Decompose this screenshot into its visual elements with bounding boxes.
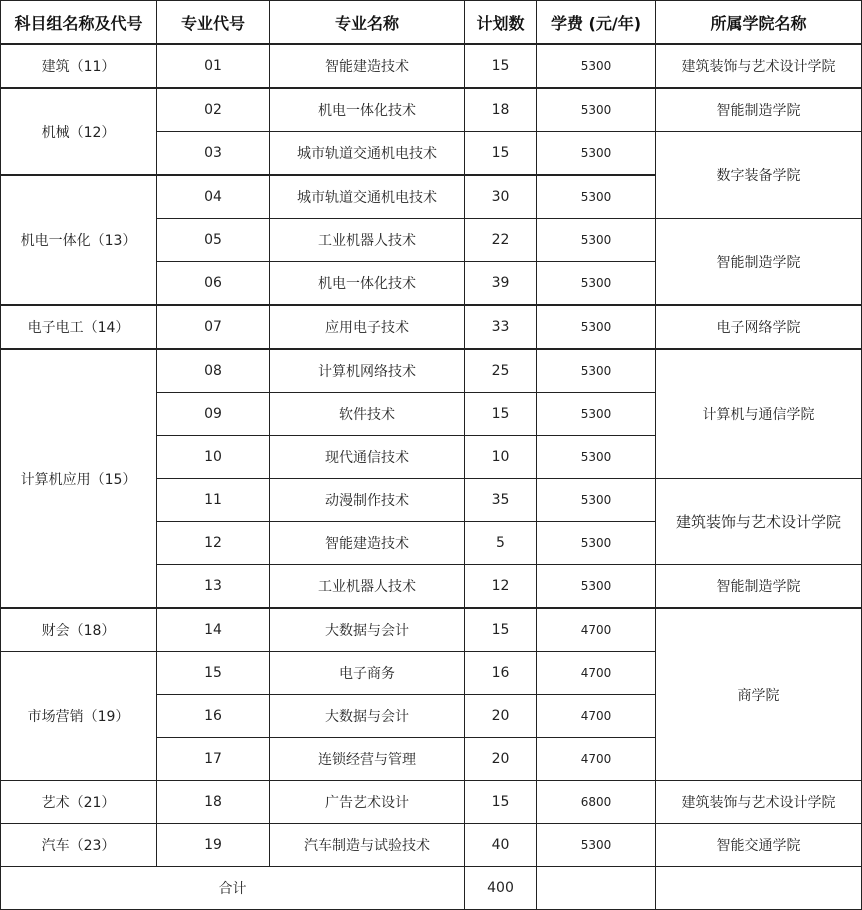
college-cell: 智能制造学院 [656, 565, 862, 609]
group-cell: 市场营销（19） [1, 652, 157, 781]
table-row [1, 44, 862, 88]
code-cell: 13 [157, 565, 270, 609]
header-plan: 计划数 [465, 1, 537, 45]
plan-cell: 33 [465, 305, 537, 349]
major-cell: 广告艺术设计 [270, 781, 465, 824]
major-cell: 城市轨道交通机电技术 [270, 175, 465, 219]
fee-cell: 5300 [537, 479, 656, 522]
header-college: 所属学院名称 [656, 1, 862, 45]
table-row [1, 305, 862, 349]
fee-cell: 4700 [537, 695, 656, 738]
major-cell: 动漫制作技术 [270, 479, 465, 522]
group-cell: 汽车（23） [1, 824, 157, 867]
plan-cell: 15 [465, 608, 537, 652]
major-cell: 汽车制造与试验技术 [270, 824, 465, 867]
group-cell: 机电一体化（13） [1, 175, 157, 305]
header-code: 专业代号 [157, 1, 270, 45]
code-cell: 07 [157, 305, 270, 349]
fee-cell: 5300 [537, 565, 656, 609]
fee-cell: 5300 [537, 522, 656, 565]
table-row [1, 608, 862, 652]
college-cell: 建筑装饰与艺术设计学院 [656, 781, 862, 824]
plan-cell: 12 [465, 565, 537, 609]
plan-cell: 20 [465, 695, 537, 738]
fee-cell: 4700 [537, 652, 656, 695]
code-cell: 19 [157, 824, 270, 867]
plan-cell: 39 [465, 262, 537, 306]
major-cell: 大数据与会计 [270, 695, 465, 738]
code-cell: 11 [157, 479, 270, 522]
fee-cell: 5300 [537, 219, 656, 262]
fee-cell: 4700 [537, 738, 656, 781]
code-cell: 05 [157, 219, 270, 262]
group-cell: 建筑（11） [1, 44, 157, 88]
college-cell: 计算机与通信学院 [656, 349, 862, 479]
code-cell: 09 [157, 393, 270, 436]
group-cell: 电子电工（14） [1, 305, 157, 349]
code-cell: 06 [157, 262, 270, 306]
code-cell: 18 [157, 781, 270, 824]
plan-cell: 22 [465, 219, 537, 262]
code-cell: 15 [157, 652, 270, 695]
major-cell: 工业机器人技术 [270, 565, 465, 609]
code-cell: 16 [157, 695, 270, 738]
plan-cell: 15 [465, 132, 537, 176]
group-cell: 艺术（21） [1, 781, 157, 824]
plan-cell: 25 [465, 349, 537, 393]
code-cell: 12 [157, 522, 270, 565]
major-cell: 软件技术 [270, 393, 465, 436]
table-row [1, 88, 862, 132]
code-cell: 01 [157, 44, 270, 88]
major-cell: 智能建造技术 [270, 522, 465, 565]
header-fee: 学费 (元/年) [537, 1, 656, 45]
major-cell: 机电一体化技术 [270, 262, 465, 306]
plan-cell: 35 [465, 479, 537, 522]
major-cell: 计算机网络技术 [270, 349, 465, 393]
college-cell: 建筑装饰与艺术设计学院 [656, 479, 862, 565]
group-cell: 财会（18） [1, 608, 157, 652]
plan-cell: 16 [465, 652, 537, 695]
fee-cell: 5300 [537, 349, 656, 393]
header-row [1, 1, 862, 45]
table-row [1, 349, 862, 393]
major-cell: 智能建造技术 [270, 44, 465, 88]
total-label: 合计 [1, 867, 465, 910]
college-cell: 智能制造学院 [656, 88, 862, 132]
major-cell: 应用电子技术 [270, 305, 465, 349]
plan-cell: 15 [465, 781, 537, 824]
college-cell: 数字装备学院 [656, 132, 862, 219]
plan-cell: 15 [465, 393, 537, 436]
major-cell: 工业机器人技术 [270, 219, 465, 262]
code-cell: 08 [157, 349, 270, 393]
code-cell: 04 [157, 175, 270, 219]
fee-cell: 5300 [537, 175, 656, 219]
code-cell: 14 [157, 608, 270, 652]
header-major: 专业名称 [270, 1, 465, 45]
plan-cell: 30 [465, 175, 537, 219]
college-cell: 建筑装饰与艺术设计学院 [656, 44, 862, 88]
code-cell: 03 [157, 132, 270, 176]
code-cell: 02 [157, 88, 270, 132]
college-cell: 智能交通学院 [656, 824, 862, 867]
total-college-empty [656, 867, 862, 910]
group-cell: 计算机应用（15） [1, 349, 157, 608]
plan-cell: 20 [465, 738, 537, 781]
major-cell: 连锁经营与管理 [270, 738, 465, 781]
major-cell: 大数据与会计 [270, 608, 465, 652]
fee-cell: 5300 [537, 88, 656, 132]
major-cell: 机电一体化技术 [270, 88, 465, 132]
plan-cell: 15 [465, 44, 537, 88]
fee-cell: 5300 [537, 132, 656, 176]
fee-cell: 6800 [537, 781, 656, 824]
plan-cell: 18 [465, 88, 537, 132]
table-row [1, 824, 862, 867]
major-cell: 城市轨道交通机电技术 [270, 132, 465, 176]
fee-cell: 5300 [537, 44, 656, 88]
college-cell: 商学院 [656, 608, 862, 781]
total-fee-empty [537, 867, 656, 910]
college-cell: 智能制造学院 [656, 219, 862, 306]
fee-cell: 5300 [537, 393, 656, 436]
table-row [1, 781, 862, 824]
college-cell: 电子网络学院 [656, 305, 862, 349]
fee-cell: 5300 [537, 436, 656, 479]
fee-cell: 5300 [537, 262, 656, 306]
major-cell: 现代通信技术 [270, 436, 465, 479]
total-plan: 400 [465, 867, 537, 910]
fee-cell: 4700 [537, 608, 656, 652]
header-group: 科目组名称及代号 [1, 1, 157, 45]
total-row [1, 867, 862, 910]
plan-cell: 5 [465, 522, 537, 565]
plan-cell: 40 [465, 824, 537, 867]
fee-cell: 5300 [537, 305, 656, 349]
plan-cell: 10 [465, 436, 537, 479]
code-cell: 10 [157, 436, 270, 479]
code-cell: 17 [157, 738, 270, 781]
group-cell: 机械（12） [1, 88, 157, 175]
fee-cell: 5300 [537, 824, 656, 867]
major-cell: 电子商务 [270, 652, 465, 695]
